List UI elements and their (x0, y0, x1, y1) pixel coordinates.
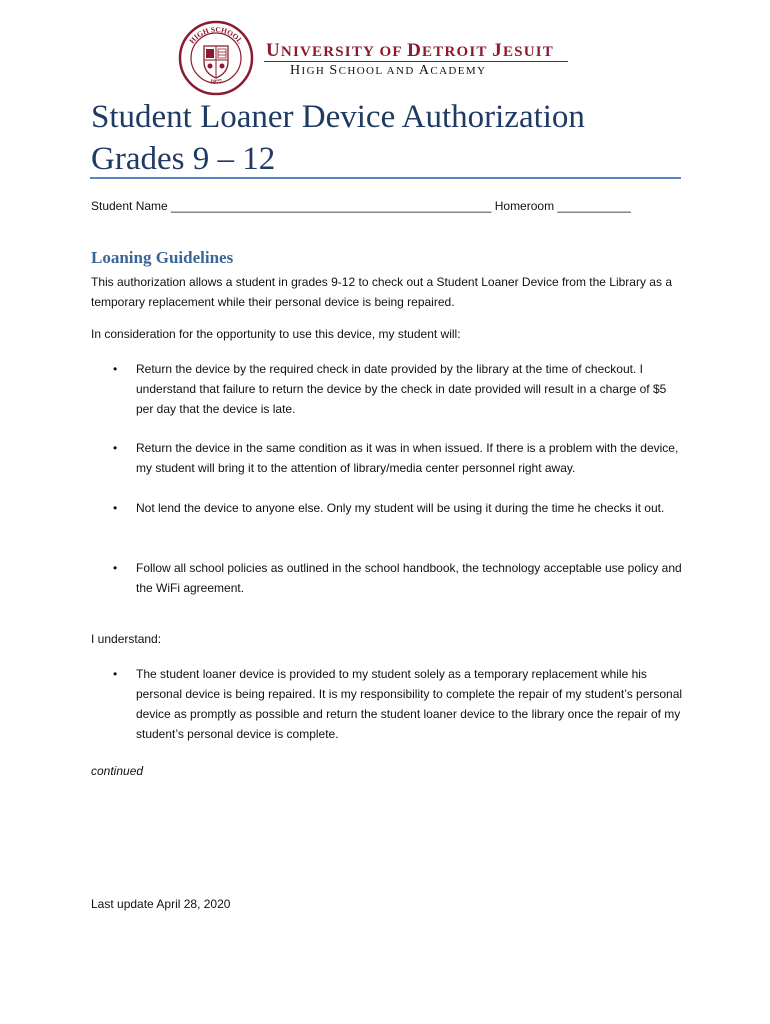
school-subtitle: HIGH SCHOOL AND ACADEMY (290, 63, 487, 78)
bullet-text: Return the device in the same condition as it was in when issued. If there is a problem with the device, my student will bring it to the attention of library/media center personnel right away. (136, 441, 679, 475)
bullet-icon: • (113, 561, 118, 575)
svg-text:HIGH SCHOOL: HIGH SCHOOL (187, 24, 245, 46)
bullet-text: Return the device by the required check in date provided by the library at the time of checkout. I understand that failure to return the device by the check in date provided will result in a charge of $5 per day that the device is late. (136, 362, 667, 416)
section-heading: Loaning Guidelines (91, 248, 234, 267)
understand-label: I understand: (91, 632, 162, 646)
continued-note: continued (91, 764, 144, 778)
bullet-icon: • (113, 362, 118, 376)
school-seal-logo (178, 20, 254, 96)
bullet-icon: • (113, 441, 118, 455)
intro-paragraph: This authorization allows a student in grades 9-12 to check out a Student Loaner Device from the Library as a temporary replacement while their personal device is being repaired. (91, 275, 672, 309)
title-line-1: Student Loaner Device Authorization (91, 99, 585, 135)
guideline-bullet (113, 558, 683, 598)
bullet-icon: • (113, 501, 118, 515)
understand-bullet (113, 664, 683, 744)
bullet-text: The student loaner device is provided to my student solely as a temporary replacement while his personal device is being repaired. It is my responsibility to complete the repair of my student’s personal device as promptly as possible and return the student loaner device to the library once the repair of my student’s personal device is complete. (136, 667, 683, 741)
guideline-bullet (113, 359, 683, 419)
brand-divider (264, 61, 568, 62)
bullet-text: Follow all school policies as outlined in the school handbook, the technology acceptable use policy and the WiFi agreement. (136, 561, 682, 595)
page-title (91, 96, 585, 180)
last-update: Last update April 28, 2020 (91, 897, 231, 911)
school-name: UNIVERSITY OF DETROIT JESUIT (266, 40, 554, 61)
student-info-fields[interactable]: Student Name ________________________________________________ Homeroom ___________ (91, 199, 631, 213)
consideration-paragraph: In consideration for the opportunity to use this device, my student will: (91, 327, 461, 341)
svg-text:1877: 1877 (209, 78, 223, 87)
title-divider (90, 177, 681, 179)
title-line-2: Grades 9 – 12 (91, 141, 276, 177)
guideline-bullet (113, 498, 683, 518)
bullet-icon: • (113, 667, 118, 681)
guideline-bullet (113, 438, 683, 478)
bullet-text: Not lend the device to anyone else. Only my student will be using it during the time he checks it out. (136, 501, 665, 515)
